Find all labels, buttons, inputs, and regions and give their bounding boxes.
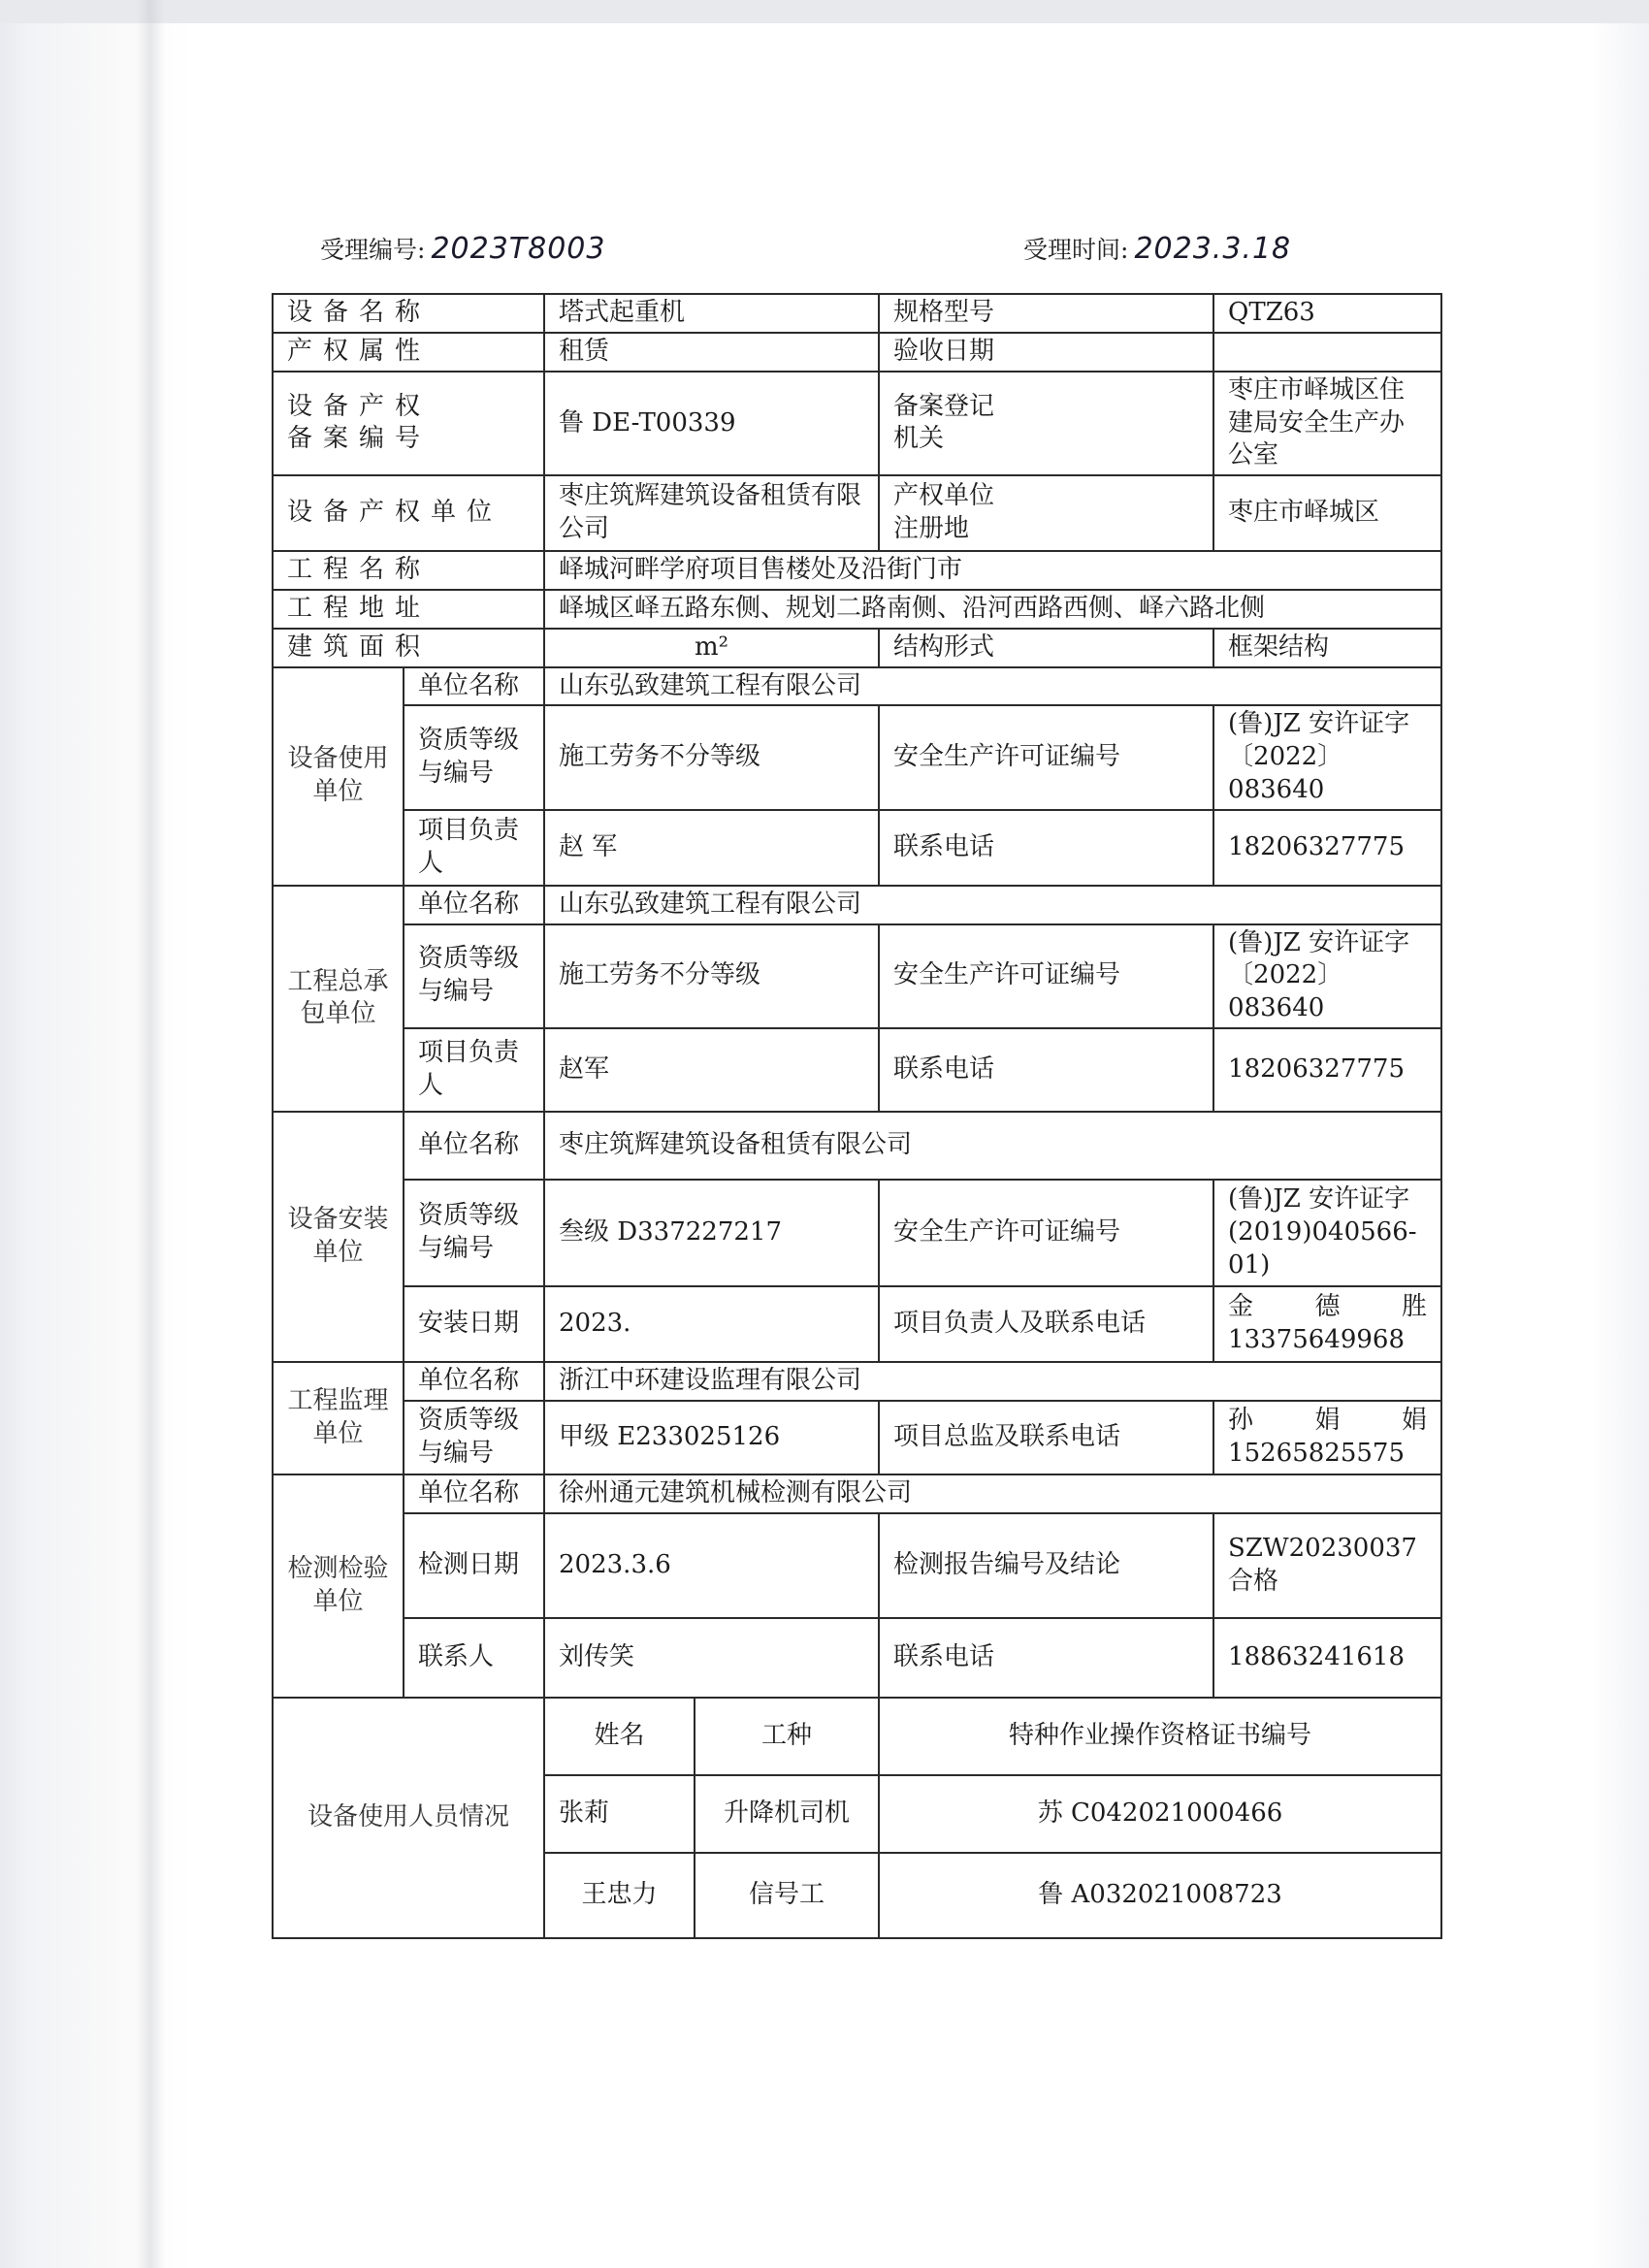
table-row (273, 1362, 1441, 1401)
table-row (273, 886, 1441, 924)
scan-edge (0, 0, 1649, 23)
structure-label: 结构形式 (879, 629, 1213, 667)
record-org-label-line: 机关 (893, 424, 945, 454)
inspector-date-label: 检测日期 (404, 1513, 544, 1618)
area-unit: m² (544, 629, 879, 667)
inspector-report-result: 合格 (1228, 1566, 1279, 1596)
record-no-label-line: 设备产权 (287, 391, 432, 421)
personnel-col-trade: 工种 (695, 1698, 879, 1775)
user-unit-phone-label: 联系电话 (879, 810, 1213, 886)
contractor-phone-label: 联系电话 (879, 1028, 1213, 1112)
installer-date-label: 安装日期 (404, 1286, 544, 1362)
inspector-contact-value: 刘传笑 (544, 1618, 879, 1698)
acceptance-time-label: 受理时间: (1023, 236, 1129, 264)
supervisor-section-label: 工程监理单位 (273, 1362, 404, 1474)
user-unit-qual-label: 资质等级与编号 (404, 705, 544, 809)
owner-reg-label-line: 产权单位 (893, 481, 995, 511)
inspector-name-label: 单位名称 (404, 1474, 544, 1513)
owner-value: 枣庄筑辉建筑设备租赁有限公司 (544, 475, 879, 551)
personnel-col-cert: 特种作业操作资格证书编号 (879, 1698, 1441, 1775)
inspector-report-number: SZW20230037 (1228, 1533, 1417, 1563)
table-row (273, 705, 1441, 809)
contractor-section-label: 工程总承包单位 (273, 886, 404, 1112)
table-row (273, 1618, 1441, 1698)
user-unit-license-label: 安全生产许可证编号 (879, 705, 1213, 809)
inspector-name-value: 徐州通元建筑机械检测有限公司 (544, 1474, 1441, 1513)
supervisor-chief-name: 孙 娟 娟 (1228, 1405, 1428, 1435)
project-address-value: 峄城区峄五路东侧、规划二路南侧、沿河西路西侧、峄六路北侧 (544, 590, 1441, 629)
table-row (273, 475, 1441, 551)
installer-manager-value (1213, 1286, 1441, 1362)
table-row (273, 590, 1441, 629)
property-value: 租赁 (544, 333, 879, 372)
equipment-name-label: 设备名称 (273, 294, 544, 333)
binding-shadow (136, 0, 165, 2268)
personnel-row-trade: 升降机司机 (695, 1775, 879, 1853)
owner-reg-label (879, 475, 1213, 551)
supervisor-qual-value: 甲级 E233025126 (544, 1401, 879, 1474)
record-org-label-line: 备案登记 (893, 391, 995, 421)
inspector-phone-value: 18863241618 (1213, 1618, 1441, 1698)
installer-qual-value: 叁级 D337227217 (544, 1180, 879, 1286)
project-address-label: 工程地址 (273, 590, 544, 629)
owner-reg-label-line: 注册地 (893, 514, 970, 544)
project-name-value: 峄城河畔学府项目售楼处及沿街门市 (544, 551, 1441, 590)
area-label: 建筑面积 (273, 629, 544, 667)
project-name-label: 工程名称 (273, 551, 544, 590)
user-unit-qual-value: 施工劳务不分等级 (544, 705, 879, 809)
table-row (273, 810, 1441, 886)
installer-section-label: 设备安装单位 (273, 1112, 404, 1362)
personnel-row-trade: 信号工 (695, 1853, 879, 1938)
table-row (273, 667, 1441, 706)
installer-qual-label: 资质等级与编号 (404, 1180, 544, 1286)
inspector-section-label: 检测检验单位 (273, 1474, 404, 1698)
supervisor-chief-value (1213, 1401, 1441, 1474)
accept-date-value (1213, 333, 1441, 372)
record-no-value: 鲁 DE-T00339 (544, 372, 879, 475)
installer-date-value: 2023. (544, 1286, 879, 1362)
contractor-name-value: 山东弘致建筑工程有限公司 (544, 886, 1441, 924)
owner-label: 设备产权单位 (273, 475, 544, 551)
personnel-row-cert: 鲁 A032021008723 (879, 1853, 1441, 1938)
record-org-value: 枣庄市峄城区住建局安全生产办公室 (1213, 372, 1441, 475)
inspector-phone-label: 联系电话 (879, 1618, 1213, 1698)
installer-name-value: 枣庄筑辉建筑设备租赁有限公司 (544, 1112, 1441, 1180)
table-row (273, 924, 1441, 1028)
equipment-name-value: 塔式起重机 (544, 294, 879, 333)
installer-name-label: 单位名称 (404, 1112, 544, 1180)
table-row (273, 1286, 1441, 1362)
accept-date-label: 验收日期 (879, 333, 1213, 372)
user-unit-section-label: 设备使用单位 (273, 667, 404, 886)
inspector-report-value (1213, 1513, 1441, 1618)
user-unit-name-value: 山东弘致建筑工程有限公司 (544, 667, 1441, 706)
acceptance-number (320, 231, 605, 266)
personnel-section-label: 设备使用人员情况 (273, 1698, 544, 1938)
table-row (273, 1513, 1441, 1618)
record-org-label (879, 372, 1213, 475)
table-row (273, 1028, 1441, 1112)
supervisor-chief-label: 项目总监及联系电话 (879, 1401, 1213, 1474)
personnel-col-name: 姓名 (544, 1698, 695, 1775)
table-row (273, 1698, 1441, 1775)
model-value: QTZ63 (1213, 294, 1441, 333)
table-row (273, 333, 1441, 372)
contractor-license-label: 安全生产许可证编号 (879, 924, 1213, 1028)
record-no-label-line: 备案编号 (287, 424, 432, 454)
contractor-manager-value: 赵军 (544, 1028, 879, 1112)
property-label: 产权属性 (273, 333, 544, 372)
supervisor-name-label: 单位名称 (404, 1362, 544, 1401)
acceptance-time-handwritten: 2023.3.18 (1134, 232, 1292, 266)
user-unit-manager-value: 赵 军 (544, 810, 879, 886)
installer-manager-label: 项目负责人及联系电话 (879, 1286, 1213, 1362)
supervisor-name-value: 浙江中环建设监理有限公司 (544, 1362, 1441, 1401)
user-unit-name-label: 单位名称 (404, 667, 544, 706)
table-row (273, 1112, 1441, 1180)
table-row (273, 372, 1441, 475)
personnel-row-name: 王忠力 (544, 1853, 695, 1938)
user-unit-license-value: (鲁)JZ 安许证字〔2022〕083640 (1213, 705, 1441, 809)
table-row (273, 294, 1441, 333)
table-row (273, 1401, 1441, 1474)
table-row (273, 1474, 1441, 1513)
registration-form-table (272, 293, 1442, 1939)
contractor-qual-value: 施工劳务不分等级 (544, 924, 879, 1028)
acceptance-time (1023, 231, 1291, 266)
personnel-row-cert: 苏 C042021000466 (879, 1775, 1441, 1853)
installer-manager-name: 金 德 胜 (1228, 1292, 1428, 1322)
record-no-label (273, 372, 544, 475)
contractor-license-value: (鲁)JZ 安许证字〔2022〕083640 (1213, 924, 1441, 1028)
supervisor-chief-phone: 15265825575 (1228, 1438, 1405, 1468)
supervisor-qual-label: 资质等级与编号 (404, 1401, 544, 1474)
installer-license-value: (鲁)JZ 安许证字(2019)040566-01) (1213, 1180, 1441, 1286)
acceptance-number-label: 受理编号: (320, 236, 426, 264)
user-unit-manager-label: 项目负责人 (404, 810, 544, 886)
owner-reg-value: 枣庄市峄城区 (1213, 475, 1441, 551)
user-unit-phone-value: 18206327775 (1213, 810, 1441, 886)
personnel-row-name: 张莉 (544, 1775, 695, 1853)
structure-value: 框架结构 (1213, 629, 1441, 667)
contractor-name-label: 单位名称 (404, 886, 544, 924)
inspector-date-value: 2023.3.6 (544, 1513, 879, 1618)
installer-license-label: 安全生产许可证编号 (879, 1180, 1213, 1286)
table-row (273, 551, 1441, 590)
contractor-qual-label: 资质等级与编号 (404, 924, 544, 1028)
acceptance-number-handwritten: 2023T8003 (431, 232, 606, 266)
contractor-phone-value: 18206327775 (1213, 1028, 1441, 1112)
table-row (273, 1180, 1441, 1286)
table-row (273, 629, 1441, 667)
installer-manager-phone: 13375649968 (1228, 1324, 1405, 1354)
inspector-contact-label: 联系人 (404, 1618, 544, 1698)
inspector-report-label: 检测报告编号及结论 (879, 1513, 1213, 1618)
model-label: 规格型号 (879, 294, 1213, 333)
contractor-manager-label: 项目负责人 (404, 1028, 544, 1112)
